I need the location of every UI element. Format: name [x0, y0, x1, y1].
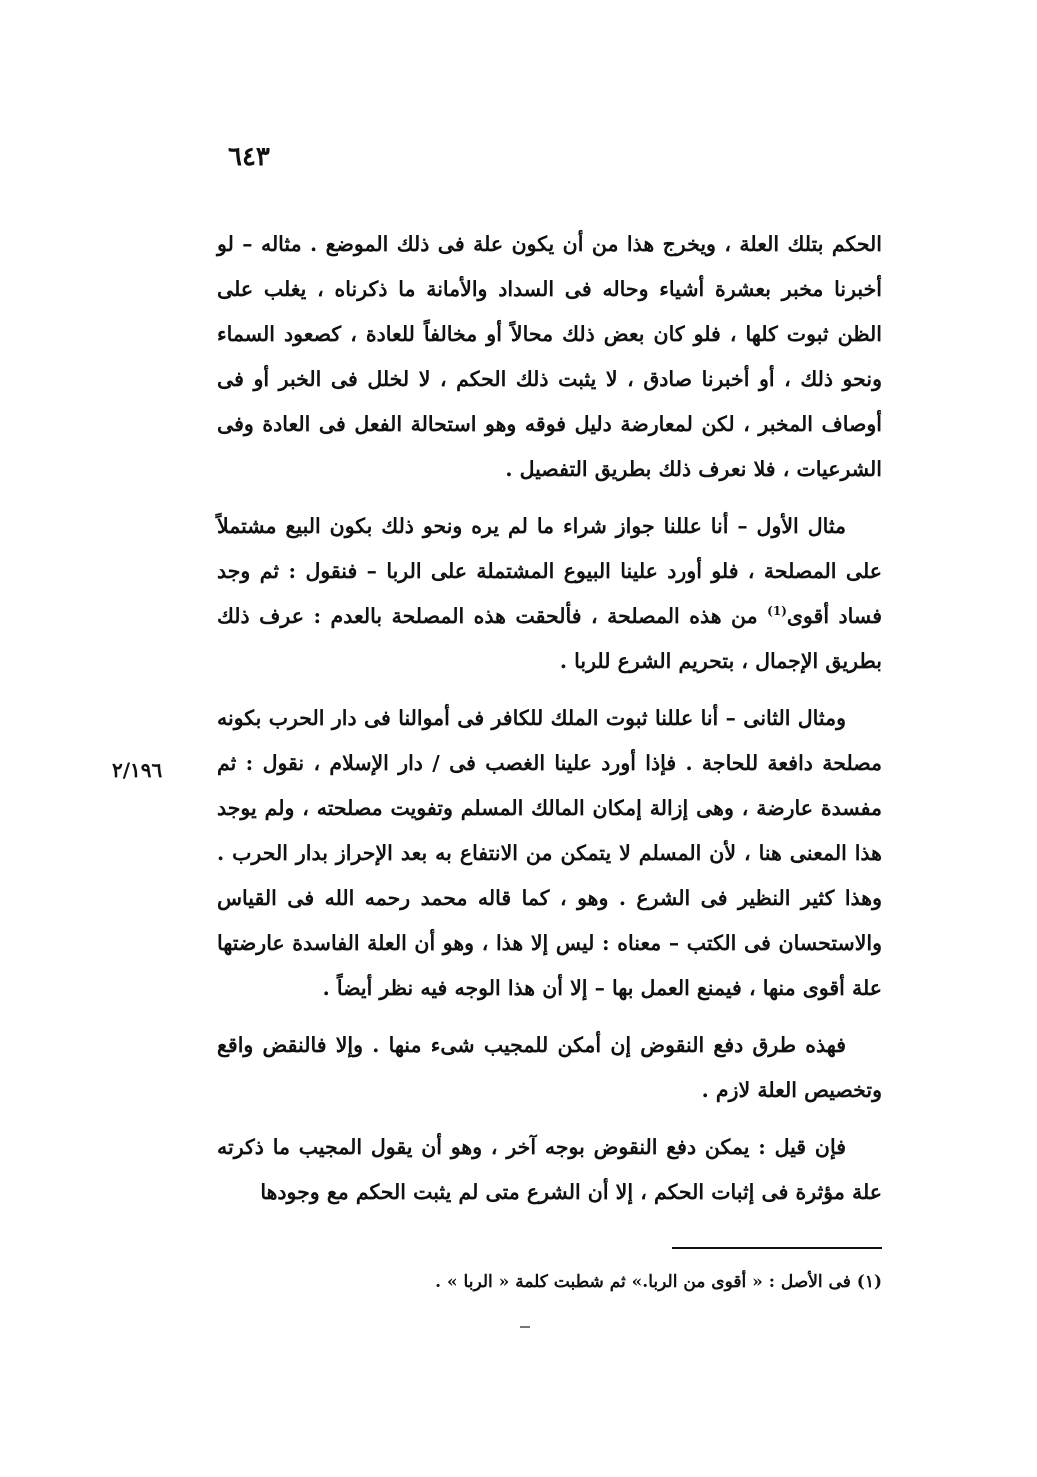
paragraph-4: فهذه طرق دفع النقوض إن أمكن للمجيب شىء منها . وإلا فالنقض واقع وتخصيص العلة لازم . [217, 1033, 882, 1102]
footnote: (١) فى الأصل : « أقوى من الربا.» ثم شطبت كلمة « الربا » . [435, 1272, 882, 1292]
main-text [217, 222, 882, 1215]
footnote-divider [672, 1247, 882, 1249]
paragraph-2-text-b: من هذه المصلحة ، فألحقت هذه المصلحة بالعدم : عرف ذلك بطريق الإجمال ، بتحريم الشرع للربا . [217, 604, 882, 673]
paragraph-2-text-a: مثال الأول – أنا عللنا جواز شراء ما لم يره ونحو ذلك بكون البيع مشتملاً على المصلحة ، فلو أورد علينا البيوع المشتملة على الربا – فنقول : ثم وجد فساد أقوى [217, 514, 882, 628]
paragraph-1: الحكم بتلك العلة ، ويخرج هذا من أن يكون علة فى ذلك الموضع . مثاله – لو أخبرنا مخبر بعشرة أشياء وحاله فى السداد والأمانة ما ذكرناه ، يغلب على الظن ثبوت كلها ، فلو كان بعض ذلك محالاً أو مخالفاً للعادة ، كصعود السماء ونحو ذلك ، أو أخبرنا صادق ، لا يثبت ذلك الحكم ، لا لخلل فى الخبر أو فى أوصاف المخبر ، لكن لمعارضة دليل فوقه وهو استحالة الفعل فى العادة وفى الشرعيات ، فلا نعرف ذلك بطريق التفصيل . [217, 232, 882, 481]
page-number: ٦٤٣ [228, 142, 270, 172]
footnote-marker: (1) [767, 604, 787, 619]
paragraph-3: ومثال الثانى – أنا عللنا ثبوت الملك للكافر فى أموالنا فى دار الحرب بكونه مصلحة دافعة للحاجة . فإذا أورد علينا الغصب فى / دار الإسلام ، نقول : ثم مفسدة عارضة ، وهى إزالة إمكان المالك المسلم وتفويت مصلحته ، ولم يوجد هذا المعنى هنا ، لأن المسلم لا يتمكن من الانتفاع به بعد الإحراز بدار الحرب . وهذا كثير النظير فى الشرع . وهو ، كما قاله محمد رحمه الله فى القياس والاستحسان فى الكتب – معناه : ليس إلا هذا ، وهو أن العلة الفاسدة عارضتها علة أقوى منها ، فيمنع العمل بها – إلا أن هذا الوجه فيه نظر أيضاً . [217, 706, 882, 1000]
paragraph-5: فإن قيل : يمكن دفع النقوض بوجه آخر ، وهو أن يقول المجيب ما ذكرته علة مؤثرة فى إثبات الحكم ، إلا أن الشرع متى لم يثبت الحكم مع وجودها [217, 1135, 882, 1204]
scan-mark [520, 1326, 530, 1328]
margin-reference: ٢/١٩٦ [112, 758, 163, 782]
paragraph-2 [217, 504, 882, 684]
